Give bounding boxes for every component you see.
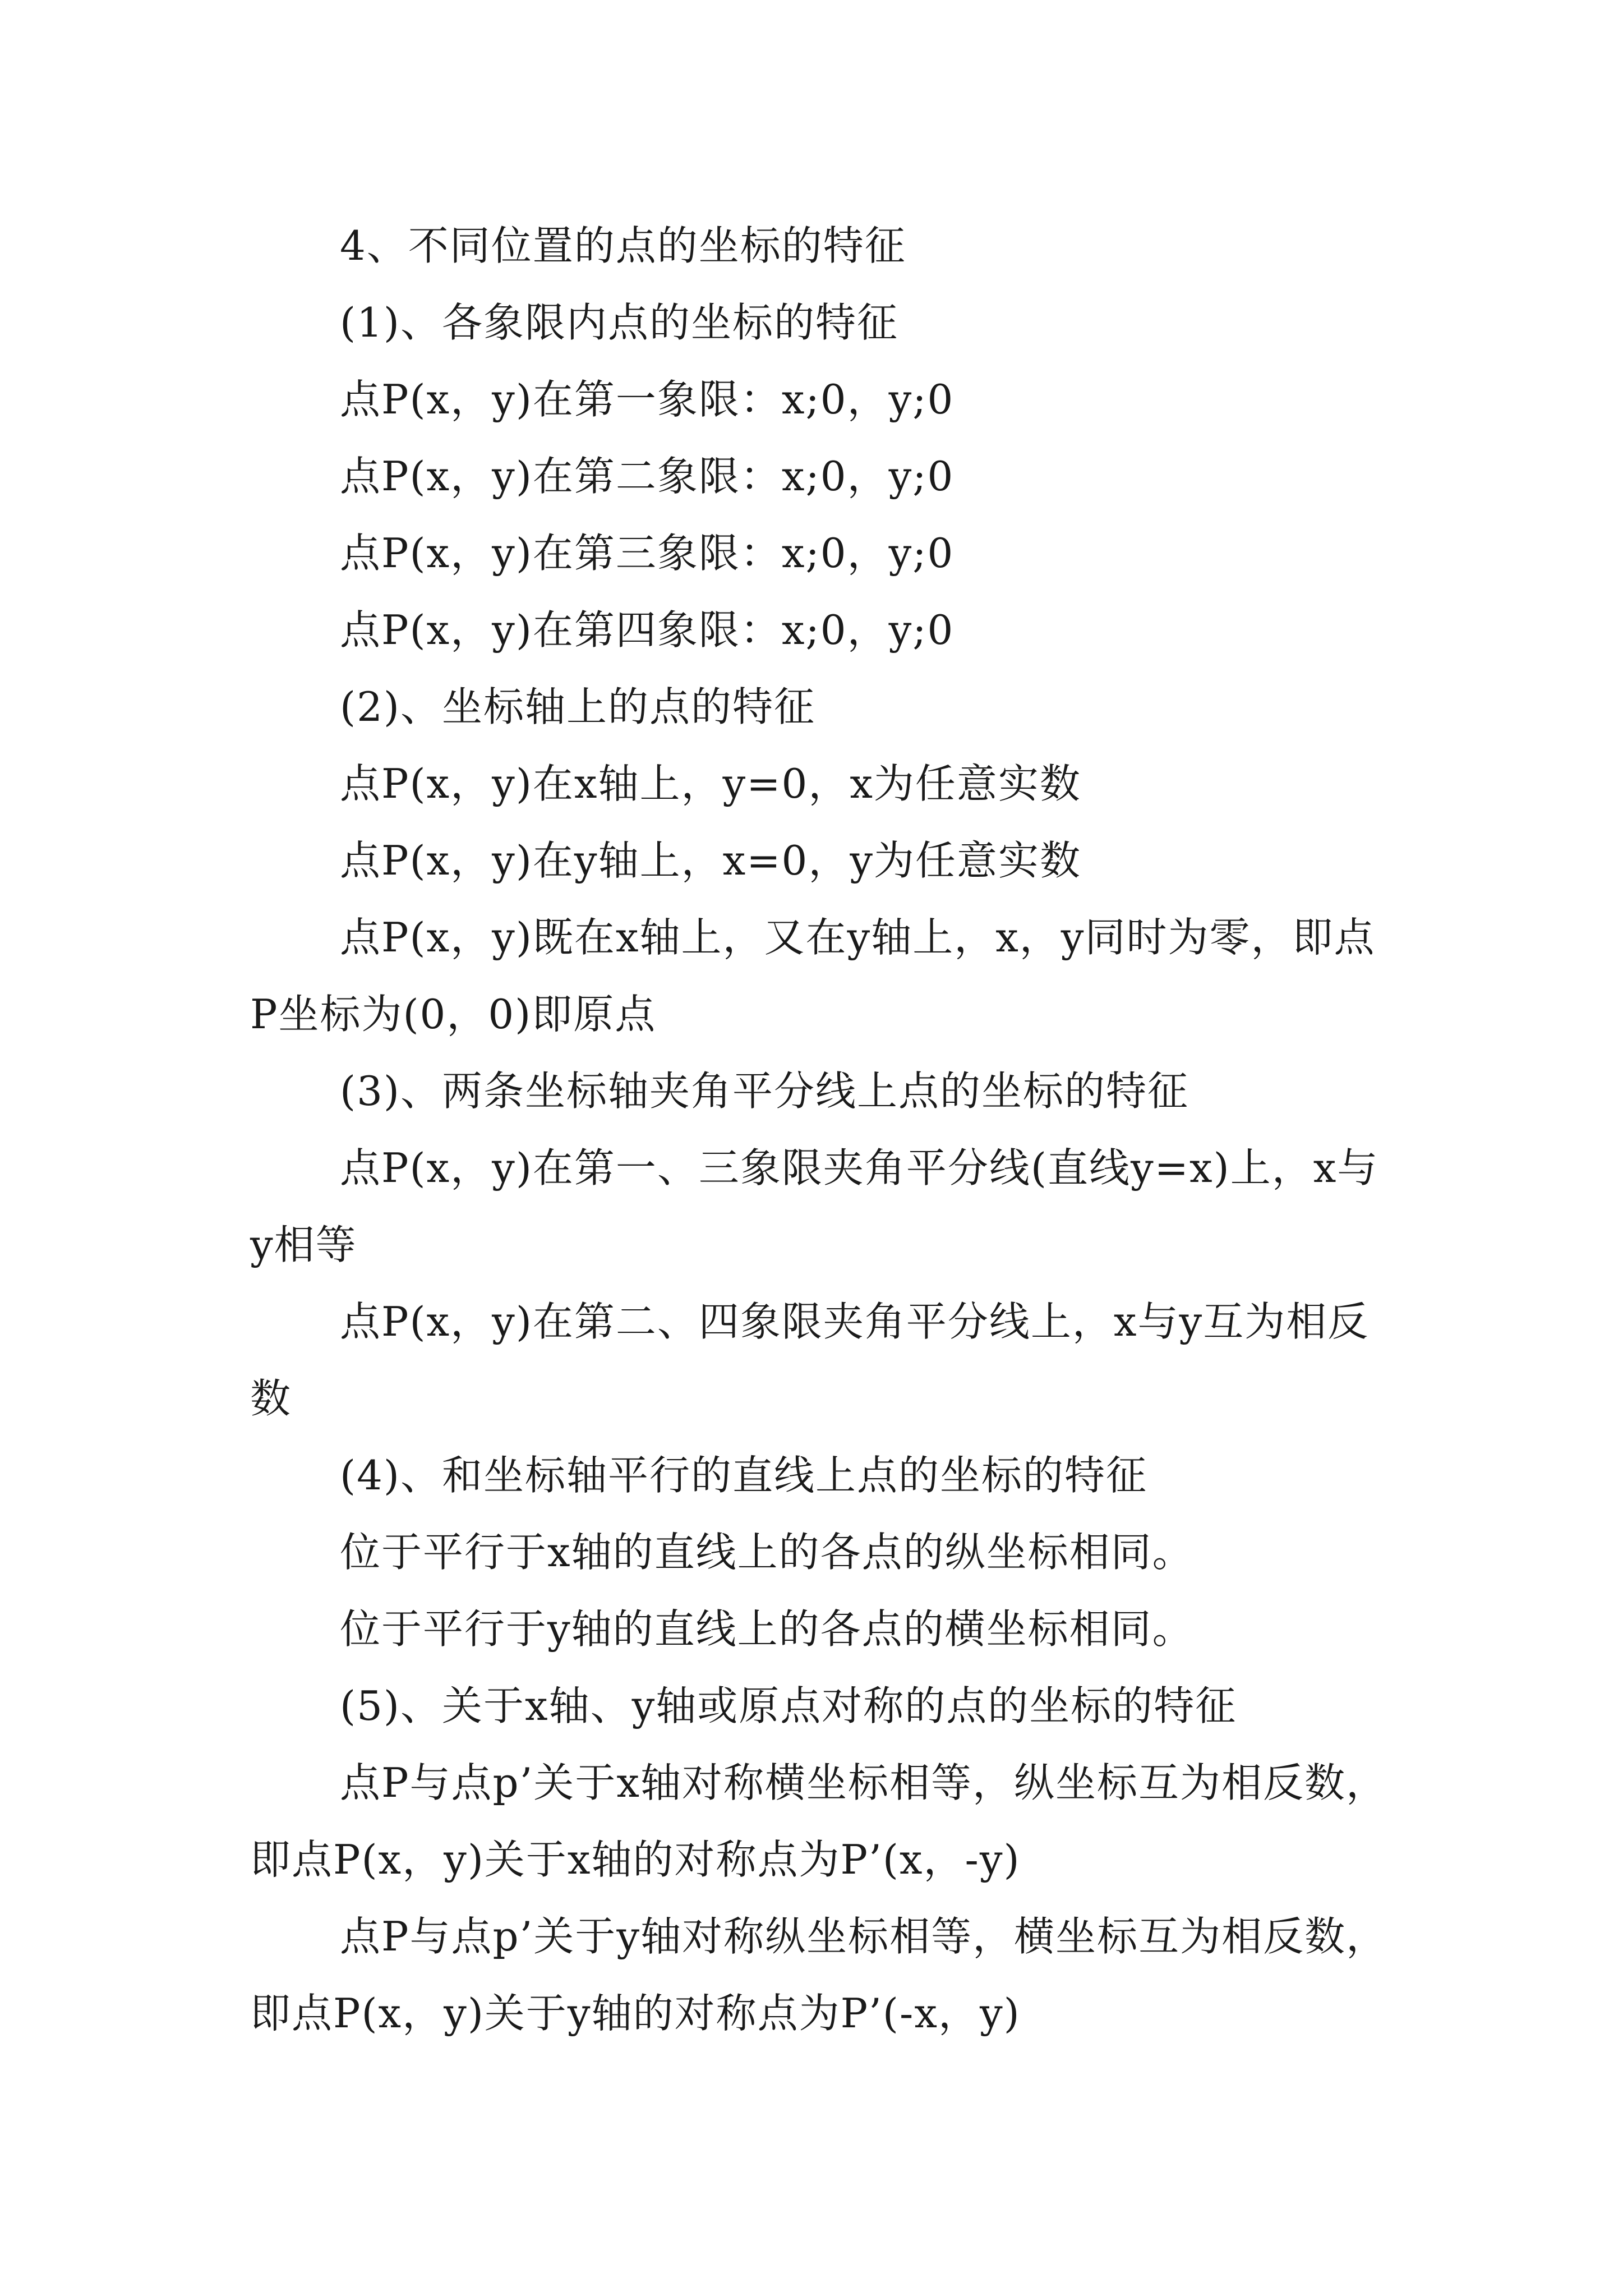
paragraph: 点P与点p’关于y轴对称纵坐标相等，横坐标互为相反数，即点P(x，y)关于y轴的对称点为P’(-x，y) (250, 1913, 1388, 2037)
paragraph: 点P(x，y)既在x轴上，又在y轴上，x，y同时为零，即点P坐标为(0，0)即原点 (250, 914, 1376, 1038)
subsection-heading: (2)、坐标轴上的点的特征 (340, 683, 815, 730)
paragraph: 点P(x，y)在第二、四象限夹角平分线上，x与y互为相反数 (250, 1298, 1370, 1422)
paragraph: 点P(x，y)在第三象限：x;0，y;0 (340, 530, 955, 577)
paragraph: 点P(x，y)在第四象限：x;0，y;0 (340, 606, 955, 654)
paragraph: 点P(x，y)在y轴上，x=0，y为任意实数 (340, 837, 1082, 884)
subsection-heading: (4)、和坐标轴平行的直线上点的坐标的特征 (340, 1452, 1147, 1499)
document-body (250, 208, 1389, 2052)
subsection-heading: (5)、关于x轴、y轴或原点对称的点的坐标的特征 (340, 1682, 1237, 1729)
paragraph: 点P(x，y)在第一象限：x;0，y;0 (340, 376, 955, 423)
paragraph: 位于平行于x轴的直线上的各点的纵坐标相同。 (340, 1529, 1194, 1576)
subsection-heading: (1)、各象限内点的坐标的特征 (340, 299, 898, 346)
subsection-heading: (3)、两条坐标轴夹角平分线上点的坐标的特征 (340, 1068, 1189, 1115)
paragraph: 点P(x，y)在x轴上，y=0，x为任意实数 (340, 760, 1081, 807)
paragraph: 点P与点p’关于x轴对称横坐标相等，纵坐标互为相反数，即点P(x，y)关于x轴的对称点为P’(x，-y) (250, 1759, 1388, 1883)
paragraph: 点P(x，y)在第二象限：x;0，y;0 (340, 453, 955, 500)
paragraph: 点P(x，y)在第一、三象限夹角平分线(直线y=x)上，x与y相等 (250, 1144, 1379, 1268)
paragraph: 位于平行于y轴的直线上的各点的横坐标相同。 (340, 1605, 1194, 1653)
section-heading: 4、不同位置的点的坐标的特征 (340, 222, 906, 269)
